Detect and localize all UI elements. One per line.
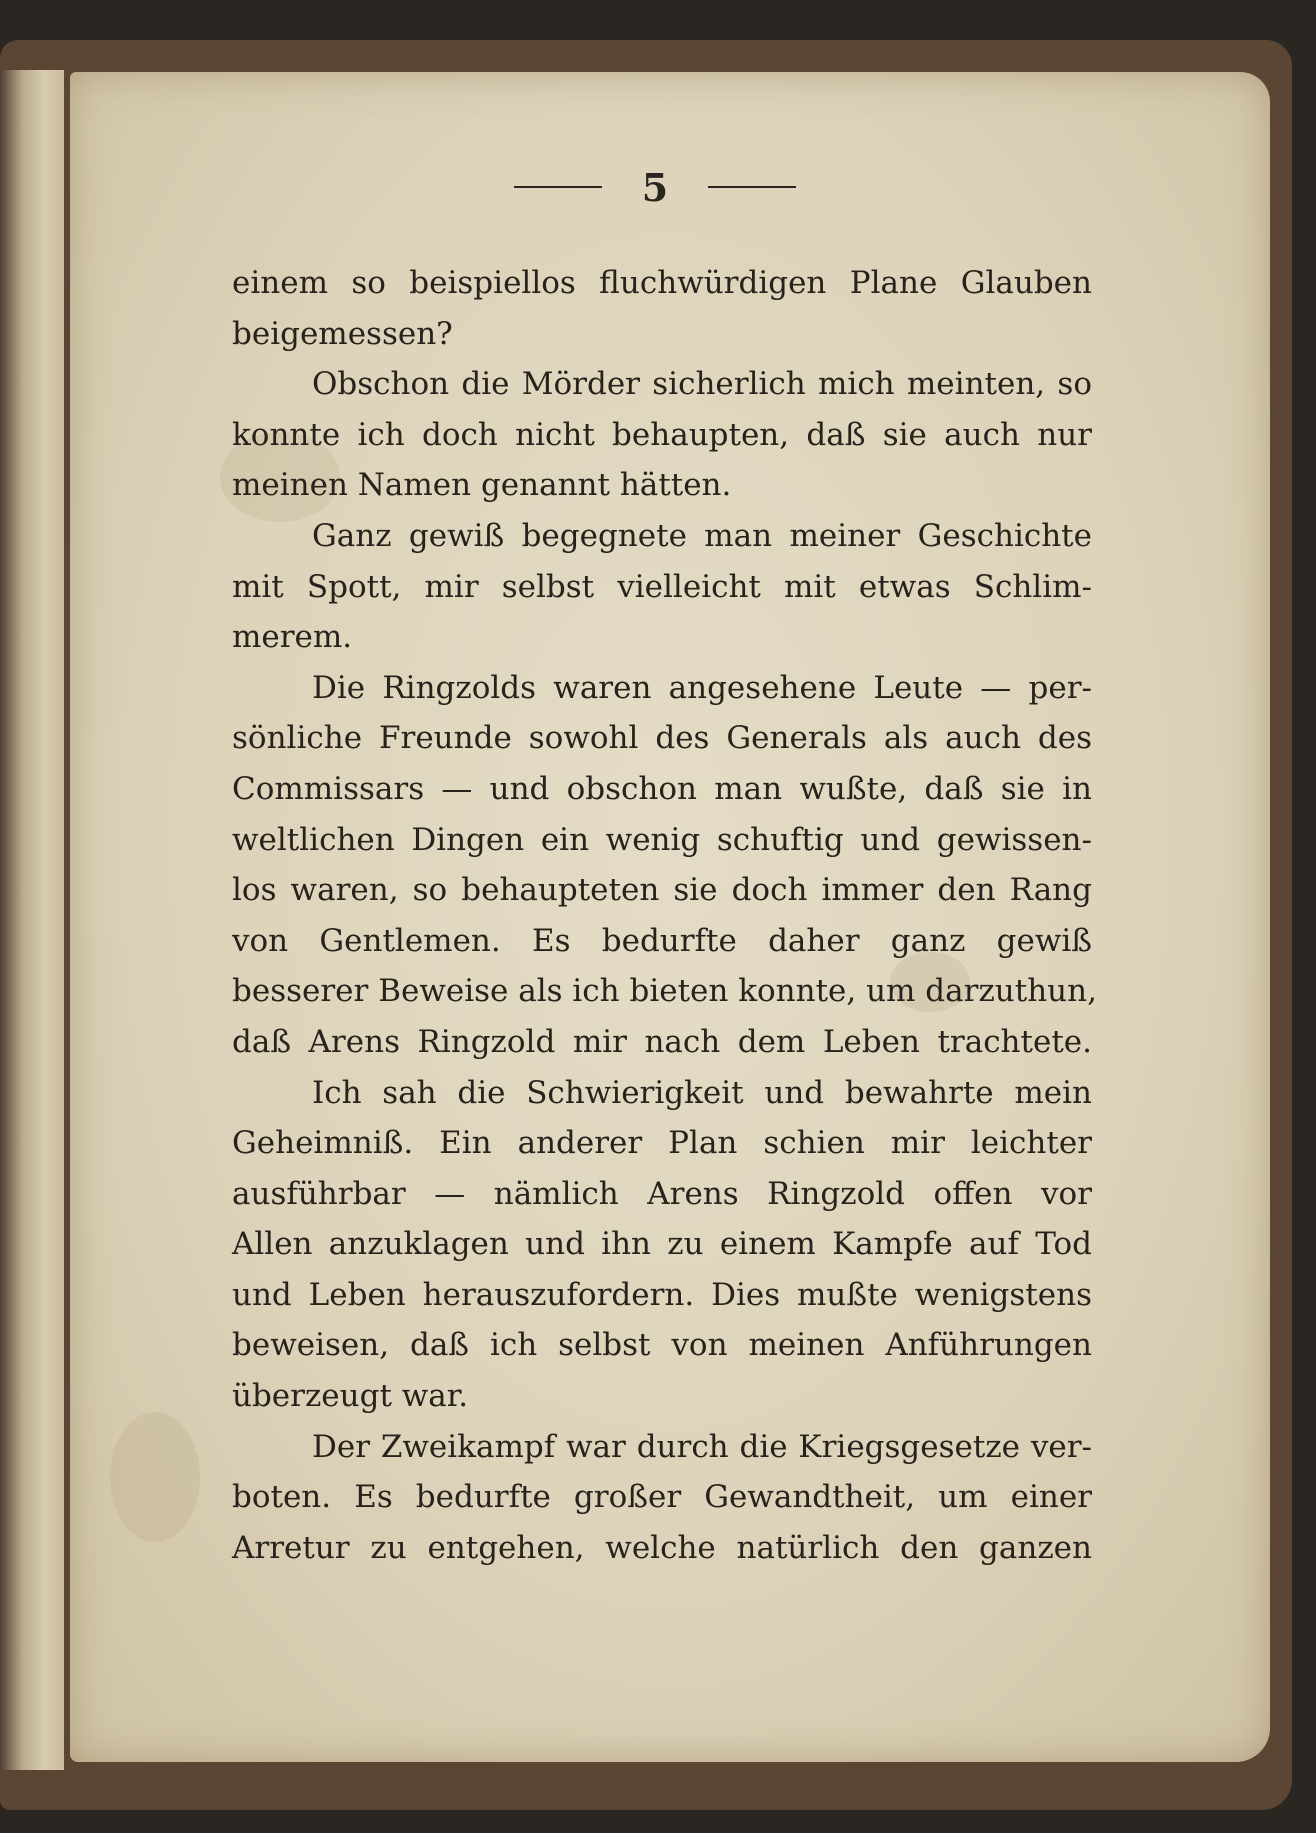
text-line: Obschon die Mörder sicherlich mich meinten, so <box>312 366 1092 403</box>
text-line: los waren, so behaupteten sie doch immer den Rang <box>232 872 1092 909</box>
text-line: mit Spott, mir selbst vielleicht mit etwas Schlim- <box>232 568 1092 605</box>
text-line: beweisen, daß ich selbst von meinen Anführungen <box>232 1327 1092 1364</box>
text-line: Arretur zu entgehen, welche natürlich den ganzen <box>232 1529 1092 1566</box>
text-line: ausführbar — nämlich Arens Ringzold offen vor <box>232 1175 1092 1212</box>
text-line: einem so beispiellos fluchwürdigen Plane Glauben <box>232 265 1092 301</box>
text-line: weltlichen Dingen ein wenig schuftig und gewissen- <box>232 821 1092 858</box>
header-rule-left <box>514 186 602 188</box>
text-line: überzeugt war. <box>232 1378 469 1415</box>
text-line: Commissars — und obschon man wußte, daß sie in <box>232 770 1092 807</box>
text-line: Der Zweikampf war durch die Kriegsgesetze ver- <box>312 1428 1092 1465</box>
paper-stain <box>110 1412 200 1542</box>
body-text <box>232 258 1097 1573</box>
facing-page-edge <box>0 70 64 1770</box>
text-line: von Gentlemen. Es bedurfte daher ganz gewiß <box>232 922 1092 959</box>
header-rule-right <box>708 186 796 188</box>
text-line: beigemessen? <box>232 315 453 352</box>
text-line: Die Ringzolds waren angesehene Leute — per- <box>312 669 1092 706</box>
text-line: meinen Namen genannt hätten. <box>232 467 732 504</box>
text-line: konnte ich doch nicht behaupten, daß sie auch nur <box>232 416 1092 453</box>
text-line: daß Arens Ringzold mir nach dem Leben trachtete. <box>232 1023 1092 1060</box>
text-line: und Leben herauszufordern. Dies mußte wenigstens <box>232 1276 1092 1313</box>
page-number: 5 <box>641 164 669 210</box>
page-header <box>500 165 810 209</box>
text-line: sönliche Freunde sowohl des Generals als auch des <box>232 720 1092 757</box>
text-line: Ich sah die Schwierigkeit und bewahrte mein <box>312 1074 1092 1111</box>
text-line: merem. <box>232 619 353 656</box>
text-line: Ganz gewiß begegnete man meiner Geschichte <box>312 517 1092 554</box>
text-line: Allen anzuklagen und ihn zu einem Kampfe auf Tod <box>232 1226 1092 1263</box>
text-line: besserer Beweise als ich bieten konnte, um darzuthun, <box>232 973 1097 1010</box>
text-line: Geheimniß. Ein anderer Plan schien mir leichter <box>232 1125 1092 1162</box>
text-line: boten. Es bedurfte großer Gewandtheit, um einer <box>232 1479 1092 1516</box>
